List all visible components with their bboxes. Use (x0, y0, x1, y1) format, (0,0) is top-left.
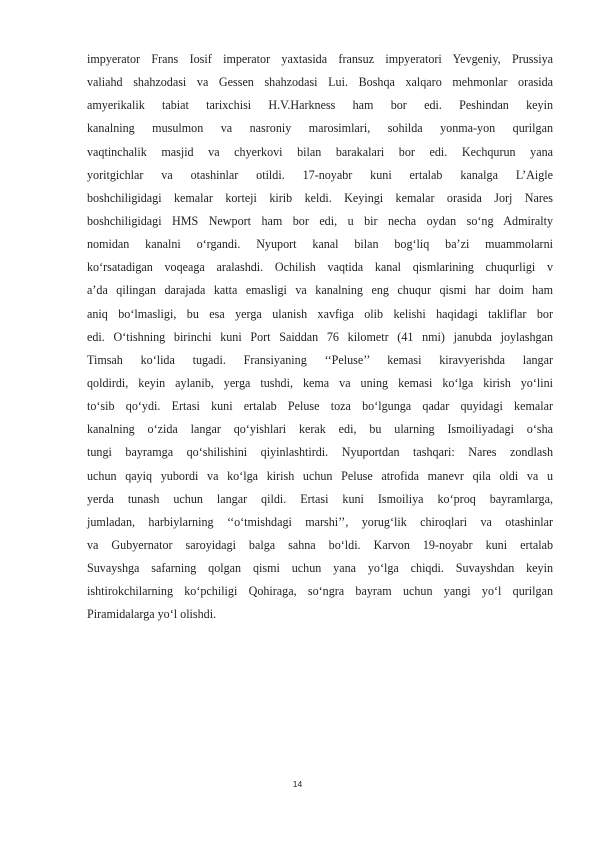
paragraph-line: vaqtinchalik masjid va chyerkovi bilan barakalari bor edi. Kechqurun yana (87, 144, 553, 159)
paragraph-line: uchun qayiq yubordi va ko‘lga kirish uchun Peluse atrofida manevr qila oldi va u (87, 468, 553, 483)
paragraph-line: jumladan, harbiylarning ‘‘o‘tmishdagi marshi’’, yorug‘lik chiroqlari va otashinlar (87, 514, 553, 529)
paragraph-line: edi. O‘tishning birinchi kuni Port Saiddan 76 kilometr (41 nmi) janubda joylashgan (87, 329, 553, 344)
paragraph-line: Suvayshga safarning qolgan qismi uchun yana yo‘lga chiqdi. Suvayshdan keyin (87, 561, 553, 576)
paragraph-line: kanalning o‘zida langar qo‘yishlari kerak edi, bu ularning Ismoiliyadagi o‘sha (87, 422, 553, 437)
paragraph-line: valiahd shahzodasi va Gessen shahzodasi Lui. Boshqa xalqaro mehmonlar orasida (87, 75, 553, 90)
paragraph-line: to‘sib qo‘ydi. Ertasi kuni ertalab Peluse toza bo‘lgunga qadar quyidagi kemalar (87, 399, 553, 414)
paragraph-line: aniq bo‘lmasligi, bu esa yerga ulanish xavfiga olib kelishi haqidagi takliflar bor (87, 306, 553, 321)
paragraph-line: Piramidalarga yo‘l olishdi. (87, 607, 217, 622)
paragraph-line: impyerator Frans Iosif imperator yaxtasida fransuz impyeratori Yevgeniy, Prussiya (87, 52, 553, 66)
body-paragraph (87, 48, 553, 627)
paragraph-line: ishtirokchilarning ko‘pchiligi Qohiraga, so‘ngra bayram uchun yangi yo‘l qurilgan (87, 584, 553, 599)
paragraph-line: va Gubyernator saroyidagi balga sahna bo‘ldi. Karvon 19-noyabr kuni ertalab (87, 537, 553, 552)
paragraph-line: amyerikalik tabiat tarixchisi H.V.Harkness ham bor edi. Peshindan keyin (87, 98, 553, 113)
paragraph-line: qoldirdi, keyin aylanib, yerga tushdi, kema va uning kemasi ko‘lga kirish yo‘lini (87, 375, 553, 390)
page-number: 14 (292, 779, 303, 789)
paragraph-line: kanalning musulmon va nasroniy marosimlari, sohilda yonma-yon qurilgan (87, 121, 553, 136)
paragraph-line: ko‘rsatadigan voqeaga aralashdi. Ochilish vaqtida kanal qismlarining chuqurligi v (87, 260, 553, 275)
paragraph-line: nomidan kanalni o‘rgandi. Nyuport kanal bilan bog‘liq ba’zi muammolarni (87, 237, 553, 252)
paragraph-line: tungi bayramga qo‘shilishini qiyinlashtirdi. Nyuportdan tashqari: Nares zondlash (87, 445, 553, 460)
paragraph-line: boshchiligidagi kemalar korteji kirib keldi. Keyingi kemalar orasida Jorj Nares (87, 190, 553, 205)
paragraph-line: boshchiligidagi HMS Newport ham bor edi, u bir necha oydan so‘ng Admiralty (87, 213, 553, 228)
paragraph-line: yerda tunash uchun langar qildi. Ertasi kuni Ismoiliya ko‘proq bayramlarga, (87, 491, 553, 506)
paragraph-line: yoritgichlar va otashinlar otildi. 17-noyabr kuni ertalab kanalga L’Aigle (87, 167, 553, 182)
paragraph-line: a’da qilingan darajada katta emasligi va kanalning eng chuqur qismi har doim ham (87, 283, 553, 298)
paragraph-line: Timsah ko‘lida tugadi. Fransiyaning ‘‘Peluse’’ kemasi kiravyerishda langar (87, 352, 553, 367)
